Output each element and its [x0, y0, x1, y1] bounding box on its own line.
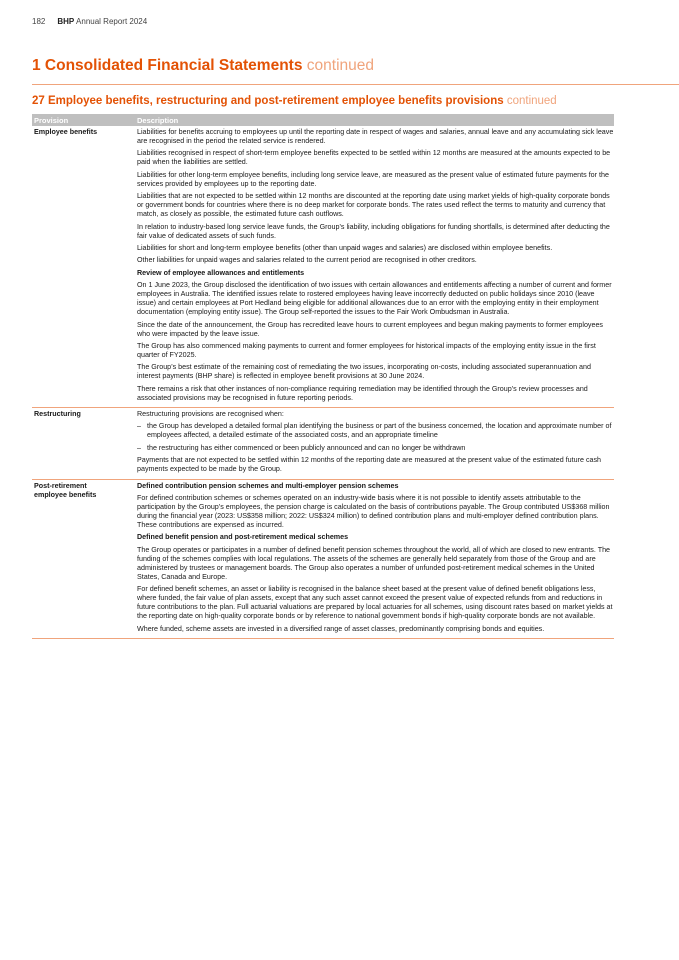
- paragraph: On 1 June 2023, the Group disclosed the identification of two issues with certain allowances and entitlements affecting a number of current and former employees in Australia. The identified issues relate to rostered employees having leave incorrectly deducted on public holidays since 2010 (leave issue) and certain employees at Port Hedland being eligible for additional allowances due to an error with the employing entity in their employment documentation (employing entity issue). The Group self-reported the issues to the Fair Work Ombudsman in Australia.: [137, 281, 612, 317]
- table-row-post-retirement: [32, 479, 614, 638]
- page-header: [32, 17, 147, 26]
- table-row-restructuring: [32, 408, 614, 480]
- bullet-item: [137, 444, 614, 453]
- paragraph: For defined benefit schemes, an asset or liability is recognised in the balance sheet based at the present value of defined benefit obligations less, where funded, the fair value of plan assets, except that any such asset cannot exceed the present value of expected refunds from and reductions in future contributions to the plan. Full actuarial valuations are prepared by local actuaries for all schemes, using discount rates based on market yields at the reporting date on high-quality corporate bonds or by reference to national government bonds if high-quality corporate bonds are not available.: [137, 585, 613, 621]
- paragraph-heading: Review of employee allowances and entitlements: [137, 268, 305, 277]
- paragraph: Payments that are not expected to be settled within 12 months of the reporting date are measured at the present value of the estimated future cash payments expected to be made by the Group.: [137, 456, 602, 474]
- paragraph: Liabilities that are not expected to be settled within 12 months are discounted at the reporting date using market yields of high-quality corporate bonds or government bonds for countries where there is no deep market for corporate bonds. The rates used reflect the terms to maturity and currency that match, as closely as possible, the estimated future cash outflows.: [137, 192, 610, 219]
- paragraph: Liabilities recognised in respect of short-term employee benefits expected to be settled within 12 months are measured at the amounts expected to be paid when the liabilities are settled.: [137, 149, 611, 167]
- paragraph: Liabilities for short and long-term employee benefits (other than unpaid wages and salaries) are disclosed within employee benefits.: [137, 243, 553, 252]
- paragraph: For defined contribution schemes or schemes operated on an industry-wide basis where it is not possible to identify assets attributable to the participation by the Group’s employees, the pension charge is calculated on the basis of contributions payable. The Group contributed US$368 million during the financial year (2023: US$358 million; 2022: US$324 million) to defined contribution plans and multi-employer defined contribution plans. These contributions are expensed as incurred.: [137, 494, 610, 530]
- table-header-row: [32, 114, 614, 126]
- subsection-title: [32, 95, 557, 107]
- subsection-continued: continued: [506, 95, 557, 107]
- bullet-item: [137, 422, 614, 440]
- dash-marker: –: [137, 422, 141, 431]
- description-cell: [137, 408, 614, 480]
- paragraph: There remains a risk that other instances of non-compliance requiring remediation may be identified through the Group’s review processes and associated provisions may be recognised in future reporting periods.: [137, 384, 588, 402]
- table-row-employee-benefits: [32, 126, 614, 408]
- section-title: [32, 57, 374, 75]
- paragraph: In relation to industry-based long service leave funds, the Group’s liability, including obligations for funding shortfalls, is determined after deducting the fair value of dedicated assets of such funds.: [137, 222, 610, 240]
- paragraph: The Group has also commenced making payments to current and former employees for historical impacts of the employing entity issue in the first quarter of FY2025.: [137, 341, 596, 359]
- bullet-text: the Group has developed a detailed formal plan identifying the business or part of the business concerned, the location and approximate number of employees affected, a detailed estimate of the associated costs, and an appropriate timeline: [147, 422, 612, 440]
- provision-label: Restructuring: [32, 408, 137, 480]
- subsection-title-text: 27 Employee benefits, restructuring and post-retirement employee benefits provisions: [32, 95, 504, 107]
- paragraph: Other liabilities for unpaid wages and salaries related to the current period are recognised in other creditors.: [137, 256, 477, 265]
- column-header-description: Description: [137, 114, 614, 126]
- column-header-provision: Provision: [32, 114, 137, 126]
- paragraph: Since the date of the announcement, the Group has recredited leave hours to current employees and begun making payments to former employees who were impacted by the leave issue.: [137, 320, 604, 338]
- section-divider: [32, 84, 679, 85]
- dash-marker: –: [137, 443, 141, 452]
- provision-label-line: employee benefits: [34, 490, 97, 499]
- provision-label-line: Post-retirement: [34, 481, 87, 490]
- brand-name: BHP: [57, 17, 75, 26]
- paragraph-heading: Defined benefit pension and post-retirement medical schemes: [137, 533, 349, 542]
- paragraph: Where funded, scheme assets are invested in a diversified range of asset classes, predominantly comprising bonds and equities.: [137, 624, 545, 633]
- paragraph: Liabilities for other long-term employee benefits, including long service leave, are measured as the present value of estimated future payments for the services provided by employees up to the reporting date.: [137, 170, 609, 188]
- bullet-text: the restructuring has either commenced or been publicly announced and can no longer be withdrawn: [147, 443, 466, 452]
- paragraph-heading: Defined contribution pension schemes and multi-employer pension schemes: [137, 481, 399, 490]
- page-number: 182: [32, 17, 46, 26]
- paragraph: The Group operates or participates in a number of defined benefit pension schemes throughout the world, all of which are closed to new entrants. The funding of the schemes complies with local regulations. The assets of the schemes are generally held separately from those of the Group and are administered by trustees or management boards. The Group also operates a number of unfunded post-retirement medical schemes in the United States, Canada and Europe.: [137, 545, 611, 581]
- paragraph: The Group’s best estimate of the remaining cost of remediating the two issues, incorporating on-costs, including associated superannuation and interest payments (BHP share) is reflected in employee benefit provisions at 30 June 2024.: [137, 363, 591, 381]
- paragraph: Liabilities for benefits accruing to employees up until the reporting date in respect of wages and salaries, annual leave and any accumulating sick leave are recognised in the period the related service is rendered.: [137, 128, 614, 145]
- provisions-table: [32, 114, 614, 639]
- description-cell: [137, 126, 614, 408]
- description-cell: [137, 479, 614, 638]
- section-title-text: 1 Consolidated Financial Statements: [32, 57, 303, 74]
- provision-label: [32, 479, 137, 638]
- report-name: Annual Report 2024: [76, 17, 148, 26]
- provision-label: Employee benefits: [32, 126, 137, 408]
- paragraph: Restructuring provisions are recognised when:: [137, 410, 284, 419]
- section-continued: continued: [306, 57, 374, 74]
